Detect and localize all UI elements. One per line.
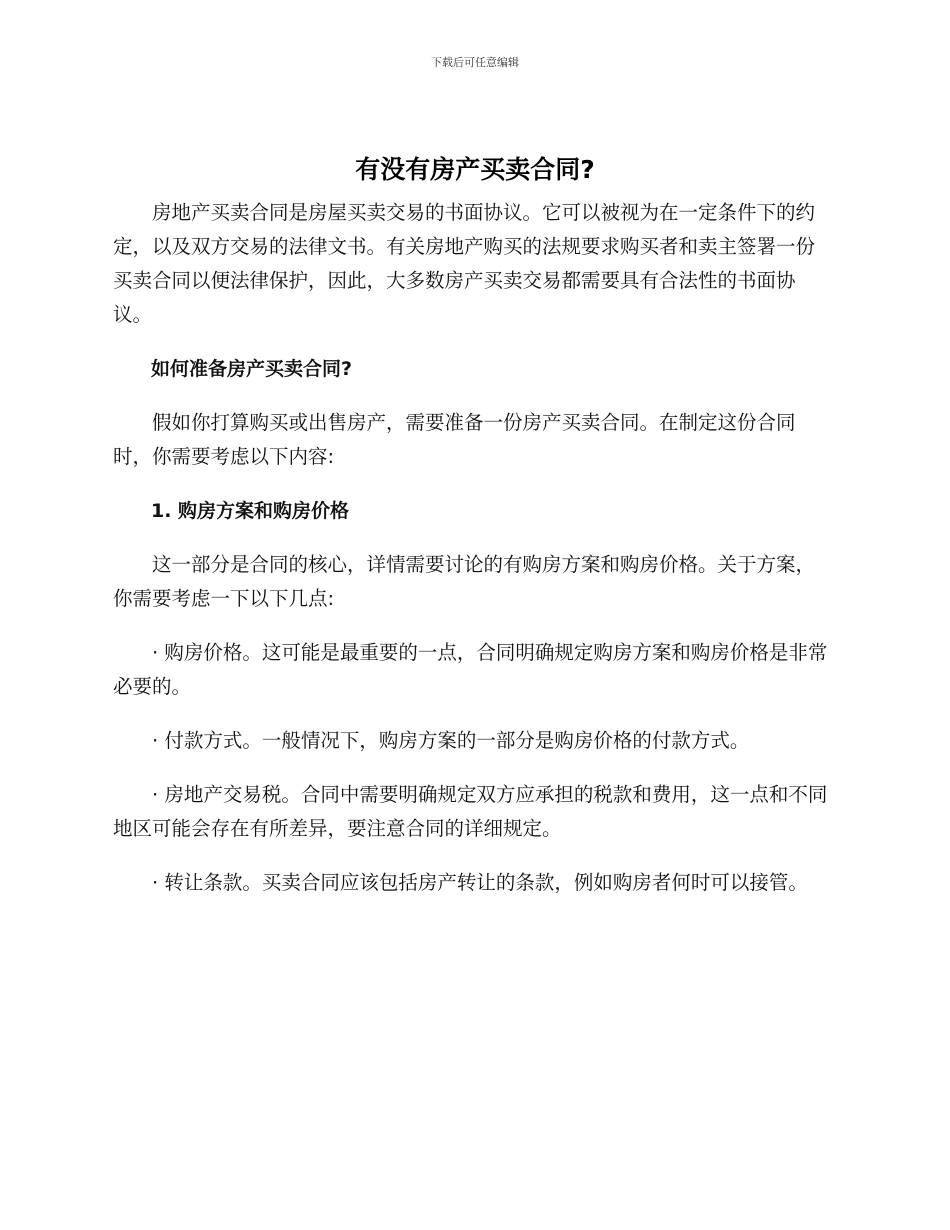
section-paragraph-price: 这一部分是合同的核心，详情需要讨论的有购房方案和购房价格。关于方案，你需要考虑一下以下几点:: [113, 553, 816, 610]
bullet-item: · 购房价格。这可能是最重要的一点，合同明确规定购房方案和购房价格是非常必要的。: [113, 641, 828, 698]
page-title: 有没有房产买卖合同?: [355, 155, 595, 184]
section-heading-price: 1. 购房方案和购房价格: [151, 500, 350, 522]
spacer: [113, 616, 833, 636]
section-heading-prepare: 如何准备房产买卖合同?: [151, 358, 353, 380]
bullet-item: · 房地产交易税。合同中需要明确规定双方应承担的税款和费用，这一点和不同地区可能会存在有所差异，要注意合同的详细规定。: [113, 783, 828, 840]
document-body: [113, 196, 833, 900]
spacer: [113, 528, 833, 548]
spacer: [113, 846, 833, 866]
bullet-item: · 转让条款。买卖合同应该包括房产转让的条款，例如购房者何时可以接管。: [152, 871, 808, 894]
spacer: [113, 704, 833, 724]
spacer: [113, 386, 833, 406]
spacer: [113, 474, 833, 494]
section-paragraph-prepare: 假如你打算购买或出售房产，需要准备一份房产买卖合同。在制定这份合同时，你需要考虑以下内容:: [113, 411, 796, 468]
intro-paragraph: 房地产买卖合同是房屋买卖交易的书面协议。它可以被视为在一定条件下的约定，以及双方交易的法律文书。有关房地产购买的法规要求购买者和卖主签署一份买卖合同以便法律保护，因此，大多数房产买卖交易都需要具有合法性的书面协议。: [113, 201, 816, 326]
spacer: [113, 332, 833, 352]
bullet-item: · 付款方式。一般情况下，购房方案的一部分是购房价格的付款方式。: [152, 729, 750, 752]
spacer: [113, 758, 833, 778]
header-note: 下载后可任意编辑: [431, 56, 519, 69]
